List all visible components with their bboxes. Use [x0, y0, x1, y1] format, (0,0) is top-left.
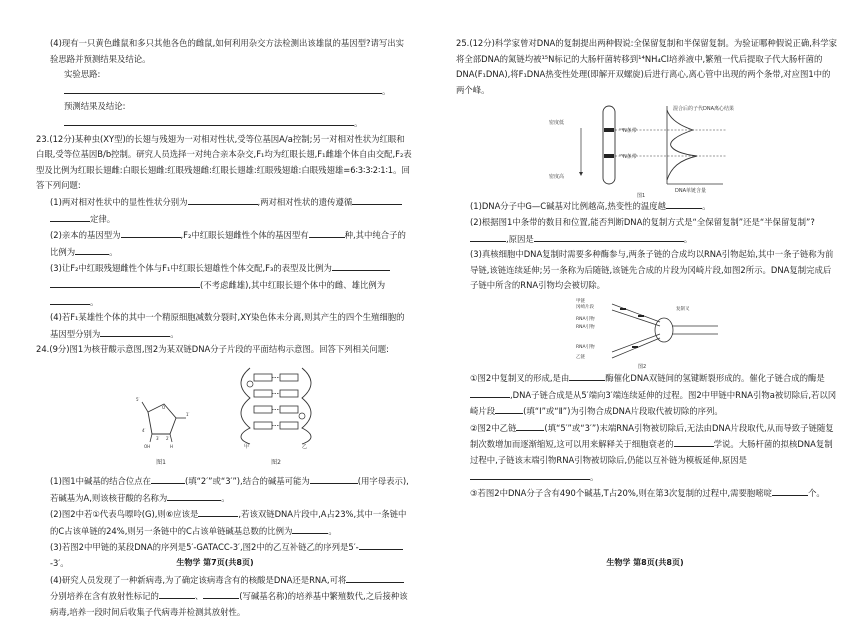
q22-4-idea: 实验思路:。: [64, 69, 391, 96]
left-page-footer: 生物学 第7页(共8页): [176, 558, 254, 568]
q25-3-1-text-c: ,DNA子链合成是从5′端向3′端连续延伸的过程。图2中甲链中RNA引物a被切除后,若以冈崎片段: [470, 389, 837, 417]
answer-blank[interactable]: [569, 370, 605, 381]
answer-blank[interactable]: [534, 231, 684, 242]
fig2-label-jia: 甲链: [576, 298, 585, 304]
q23-3-text-c: 。: [90, 296, 99, 307]
q25-figure2: [456, 296, 838, 370]
right-page-footer: 生物学 第8页(共8页): [606, 558, 684, 568]
answer-blank[interactable]: [50, 294, 90, 305]
q24-3-text-b: -3′。: [50, 558, 69, 569]
right-page: [430, 0, 860, 593]
fig2-strand-yi: 乙: [302, 443, 308, 450]
q23-4-text-b: 。: [170, 328, 179, 339]
svg-text:O: O: [162, 404, 166, 410]
fig2-label-primer-a: RNA引物: [576, 316, 595, 322]
q23-3: [36, 260, 412, 310]
q24-4-text-a: (4)研究人员发现了一种新病毒,为了确定该病毒含有的核酸是DNA还是RNA,可将: [50, 574, 347, 585]
q25-3-1-text-a: ①图2中复制叉的形成,是由: [470, 372, 570, 383]
q23-4-text-a: (4)若F₁某雄性个体的其中一个精原细胞减数分裂时,XY染色体未分离,则其产生的四个生殖细胞的基因型分别为: [50, 312, 405, 339]
label-x-axis: DNA单链含量: [675, 188, 707, 195]
nucleotide-diagram: [126, 392, 196, 450]
q25-3-3-text-a: ③若图2中DNA分子含有490个碱基,T占20%,则在第3次复制的过程中,需要胞嘧啶: [470, 488, 773, 499]
answer-blank[interactable]: [121, 227, 181, 238]
fig2-strand-jia: 甲: [244, 443, 250, 450]
svg-text:5′: 5′: [136, 396, 140, 402]
q23-1-text-c: 定律。: [90, 213, 116, 224]
label-15n-band: ¹⁵N条带: [619, 154, 637, 161]
q25-2-text-a: (2)根据图1中条带的数目和位置,能否判断DNA的复制方式是“全保留复制”还是“半保留复制”?: [470, 216, 815, 227]
q24-1-text-d: 。: [221, 492, 230, 503]
q24-figures: [36, 364, 412, 471]
answer-blank[interactable]: [159, 588, 195, 599]
answer-blank[interactable]: [516, 420, 544, 431]
q25-2-text-c: 。: [683, 233, 693, 244]
answer-blank[interactable]: [151, 473, 185, 484]
q25-3-2: [456, 420, 838, 485]
q23-3-text-b: (不考虑雌雄),其中红眼长翅个体中的雌、雄比例为: [200, 279, 386, 290]
q23-2-text-b: ,F₂中红眼长翅雌性个体的基因型有: [180, 230, 309, 241]
q23-1-text-a: (1)两对相对性状中的显性性状分别为: [50, 196, 188, 207]
answer-blank[interactable]: [359, 539, 403, 550]
q22-4-result: 预测结果及结论:。: [64, 101, 363, 128]
q23-1-text-b: ,两对相对性状的遗传遵循: [257, 196, 353, 207]
q25-3-2-text-b: (填“5′”或“3′”)末端RNA引物被切除后,无法由DNA片段取代,从而导致子链随复制次数增加而逐渐缩短,这可以用来解释关于细胞衰老的: [470, 422, 834, 450]
q24-2-text-c: 。: [328, 525, 337, 536]
q25-3-3-text-b: 个。: [808, 488, 825, 499]
q25-3: (3)真核细胞中DNA复制时需要多种酶参与,两条子链的合成均以RNA引物起始,其中一条子链称为前导链,该链连续延伸;另一条称为后随链,该链先合成的片段为冈崎片段,如图2所示。DNA复制完成后子链中所含的RNA引物均会被切除。: [470, 249, 834, 291]
answer-blank[interactable]: [64, 83, 382, 94]
answer-blank[interactable]: [310, 473, 358, 484]
q25-1: [456, 198, 838, 215]
q23-2-text-a: (2)亲本的基因型为: [50, 230, 121, 241]
dna-ladder-diagram: [230, 364, 322, 450]
fig2-label-okazaki: 冈崎片段: [576, 304, 594, 310]
fig2-caption: 图2: [271, 459, 281, 467]
fig1-caption: 图1: [156, 459, 166, 467]
svg-text:H: H: [170, 443, 174, 449]
q24-4: [36, 572, 412, 620]
fig2-label-primer-b: RNA引物: [576, 324, 595, 330]
q25-3-2-text-c: 学说。大肠杆菌的拟核DNA复制过程中,子链该末端引物RNA引物被切除后,仍能以互补链为模板延伸,原因是: [470, 439, 833, 465]
q24-stem: 24.(9分)图1为核苷酸示意图,图2为某双链DNA分子片段的平面结构示意图。回答下列相关问题:: [36, 344, 389, 355]
q23-1: [36, 194, 412, 227]
answer-blank[interactable]: [495, 403, 523, 414]
answer-blank[interactable]: [198, 506, 238, 517]
centrifuge-diagram: [547, 102, 747, 198]
q24-4-text-c: 、: [194, 591, 204, 602]
replication-fork-diagram: [572, 296, 722, 370]
answer-blank[interactable]: [64, 115, 354, 126]
q25-3-1-text-b: 酶催化DNA双链间的氢键断裂形成的。催化子链合成的酶是: [605, 372, 825, 383]
answer-blank[interactable]: [188, 194, 258, 205]
label-curve: 混合后的子代DNA离心结果: [673, 106, 735, 113]
answer-blank[interactable]: [332, 260, 390, 271]
answer-blank[interactable]: [470, 469, 590, 480]
q24-4-text-b: 分别培养在含有放射性标记的: [50, 591, 159, 602]
q24-1-text-b: (填“2′”或“3′”),结合的碱基可能为: [184, 476, 310, 487]
answer-blank[interactable]: [50, 211, 90, 222]
q25-figure1: [456, 102, 838, 198]
q25-3-3: [456, 485, 838, 502]
q23-4: [36, 310, 412, 342]
fig2-label-fork: 复制叉: [676, 306, 690, 312]
answer-blank[interactable]: [352, 194, 402, 205]
answer-blank[interactable]: [470, 387, 510, 398]
answer-blank[interactable]: [772, 485, 808, 496]
q23-2-text-d: 。: [109, 246, 118, 257]
svg-text:2′: 2′: [166, 435, 170, 441]
answer-blank[interactable]: [100, 326, 170, 337]
fig2-caption-right: 图2: [638, 363, 647, 370]
q24-2: [36, 506, 412, 539]
svg-text:OH: OH: [144, 443, 151, 449]
q24-1: [36, 473, 412, 506]
answer-blank[interactable]: [75, 244, 109, 255]
q22-4-stem: (4)现有一只黄色雌鼠和多只其他各色的雌鼠,如何利用杂交方法检测出该雄鼠的基因型?请写出实验思路并预测结果及结论。: [50, 38, 404, 64]
svg-text:3′: 3′: [156, 435, 160, 441]
label-14n-band: ¹⁴N条带: [619, 128, 637, 135]
answer-blank[interactable]: [167, 490, 221, 501]
q23-stem: 23.(12分)某种虫(XY型)的长翅与残翅为一对相对性状,受等位基因A/a控制;另一对相对性状为红眼和白眼,受等位基因B/b控制。研究人员选择一对纯合亲本杂交,F₁均为红眼长翅,F₁雌雄个体自由交配,F₂表型及比例为红眼长翅雌:白眼长翅雌:红眼残翅雌:红眼长翅雄:红眼残翅雄:白眼残翅雄=6∶3∶3∶2∶1∶1。回答下列问题:: [36, 133, 412, 191]
q24-2-text-b: ,若该双链DNA片段中,A占23%,其中一条链中的C占该单链的24%,则另一条链中的C占该单链碱基总数的比例为: [50, 509, 407, 536]
svg-text:1′: 1′: [186, 411, 190, 417]
answer-blank[interactable]: [346, 572, 404, 583]
fig2-label-yi: 乙链: [576, 354, 585, 360]
answer-blank[interactable]: [203, 588, 239, 599]
q25-3-2-text-d: 。: [590, 471, 599, 482]
q24-1-text-a: (1)图1中碱基的结合位点在: [50, 476, 151, 487]
answer-blank[interactable]: [309, 227, 345, 238]
answer-blank[interactable]: [50, 277, 200, 288]
q25-1-text-a: (1)DNA分子中G—C碱基对比例越高,热变性的温度越: [470, 201, 667, 212]
fig1-nucleotide: [126, 392, 196, 471]
answer-blank[interactable]: [470, 231, 506, 242]
q25-3-1: [456, 370, 838, 420]
left-page: [0, 0, 430, 617]
q24-2-text-a: (2)图2中若①代表鸟嘌呤(G),则⑥应该是: [50, 509, 199, 520]
answer-blank[interactable]: [666, 198, 702, 209]
q23-2-text-c: 种,其中纯合子的比例为: [50, 230, 406, 257]
q24-3-text-a: (3)若图2中甲链的某段DNA的序列是5′-GATACC-3′,图2中的乙互补链乙的序列是5′-: [50, 542, 359, 553]
fig1-caption-right: 图1: [637, 193, 646, 199]
q22-4-result-label: 预测结果及结论:: [64, 101, 126, 112]
q23-2: [36, 227, 412, 260]
answer-blank[interactable]: [292, 523, 328, 534]
q24-1-text-c: (用字母表示),若碱基为A,则该核苷酸的名称为: [50, 476, 409, 503]
q24-4-text-d: (写碱基名称)的培养基中繁殖数代,之后接种该病毒,培养一段时间后收集子代病毒并检测其放射性。: [50, 591, 408, 617]
q25-1-text-b: 。: [702, 201, 711, 212]
label-low-density: 密度低: [549, 120, 565, 127]
q25-3-1-text-d: (填“Ⅰ”或“Ⅱ”)为引物合成DNA片段取代被切除的序列。: [523, 406, 723, 417]
q23-3-text-a: (3)让F₂中红眼残翅雌性个体与F₁中红眼长翅雄性个体交配,F₃的表型及比例为: [50, 263, 332, 274]
svg-text:4′: 4′: [142, 427, 146, 433]
answer-blank[interactable]: [674, 436, 714, 447]
fig2-label-primer-c: RNA引物: [576, 344, 595, 350]
fig2-dna-segment: [230, 364, 322, 471]
q25-2-text-b: ,原因是: [506, 233, 534, 244]
q22-4-idea-label: 实验思路:: [64, 69, 101, 80]
q25-2: [456, 215, 838, 247]
q25-3-2-text-a: ②图2中乙链: [470, 422, 517, 433]
label-high-density: 密度高: [549, 174, 565, 181]
q25-stem: 25.(12分)科学家曾对DNA的复制提出两种假说:全保留复制和半保留复制。为验证哪种假说正确,科学家将全部DNA的氮链均被¹⁵N标记的大肠杆菌转移到¹⁴NH₄Cl培养液中,繁殖一代后提取子代大肠杆菌的DNA(F₁DNA),将F₁DNA热变性处理(即解开双螺旋)后进行离心,离心管中出现的两个条带,对应图1中的两个峰。: [456, 38, 838, 95]
